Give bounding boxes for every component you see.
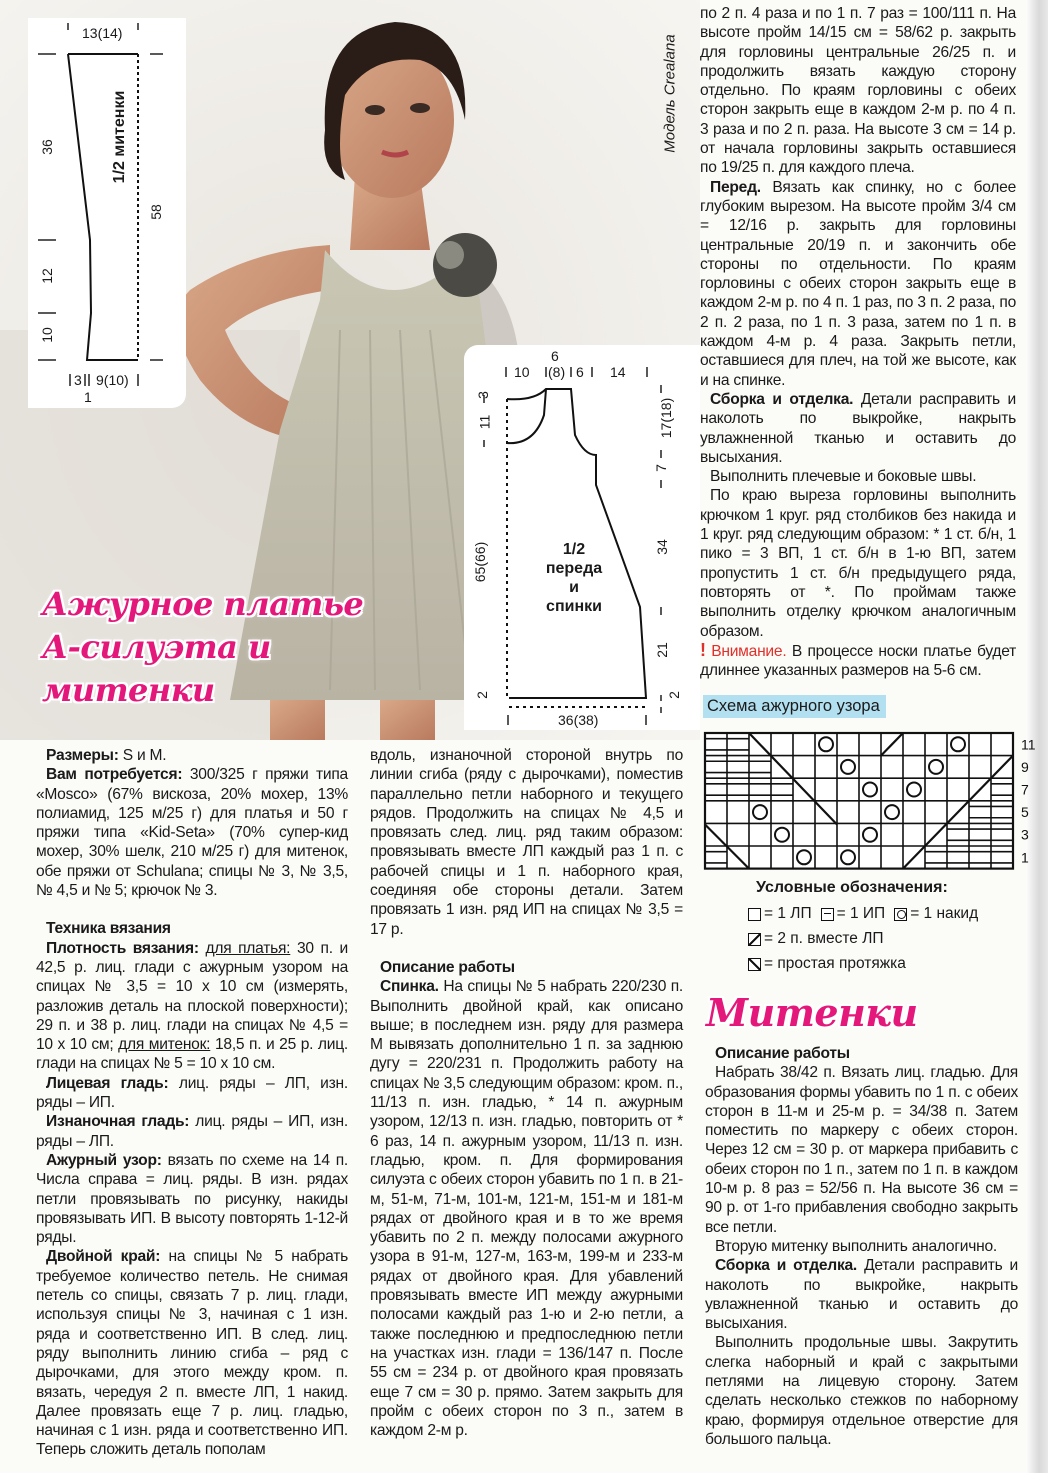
row-number-label: 9: [1021, 758, 1029, 775]
yarn-over-mark: [841, 760, 855, 774]
legend-row-3: [748, 955, 906, 973]
legend-row-1: [748, 905, 978, 923]
paragraph: [370, 746, 683, 939]
paragraph-text: Техника вязания: [46, 920, 171, 938]
dress-right-34: 34: [653, 539, 670, 555]
paragraph: [700, 390, 1016, 467]
dress-label-line: 1/2: [562, 541, 586, 558]
article-title-line-2: А-силуэта и: [42, 628, 271, 666]
paragraph-text: Вторую митенку выполнить аналогично.: [715, 1237, 997, 1255]
left-text-column: [36, 746, 348, 1460]
paragraph-lead: Сборка и отделка.: [710, 390, 854, 408]
dress-right-2: 2: [665, 691, 682, 699]
mitten-total-height: 58: [147, 204, 164, 220]
paragraph-text: вдоль, изнаночной стороной внутрь по линии сгиба (ряду с дырочками), поместив параллельно петли наборного и текущего рядов. Продолжить на спицах № 4,5 и провязать след. лиц. ряд таким образом: провязывать вместе ЛП каждый раз 1 п. с рабочей спицы и 1 п. наборного края, соединяя обе стороны детали. Затем провязать 1 изн. ряд ИП на спицах № 3,5 = 17 р.: [370, 747, 683, 938]
paragraph-text: По краю выреза горловины выполнить крючком 1 круг. ряд столбиков без накида и 1 круг. ряд следующим образом: * 1 ст. б/н, 1 пико = 3 ВП, 1 ст. б/н в 1-ю ВП, затем пропустить 1 ст. б/н предыдущего ряда, повторять от *. По проймам также выполнить отделку крючком аналогичным образом.: [700, 487, 1016, 640]
row-number-label: 1: [1021, 849, 1029, 866]
paragraph-text: 300/325 г пряжи типа «Mosco» (67% вискоза, 20% мохер, 13% полиамид, 125 м/25 г) для платья и 50 г пряжи типа «Kid-Seta» (70% супер-кид мохер, 30% шелк, 210 м/25 г) для митенок, обе пряжи от Schulana; спицы № 3, № 3,5, № 4,5 и № 5; крючок № 3.: [36, 766, 348, 900]
paragraph-text: Вязать как спинку, но с более глубоким вырезом. На высоте пройм 3/4 см = 12/16 р. закрыть для горловины центральные 20/19 п. и закончить обе стороны по отдельности. По краям горловины с обеих сторон закрыть еще в каждом 2-м р. по 4 п. 1 раз, по 3 п. 2 раза, по 2 п. 2 раза, по 1 п. 3 раза, затем по 1 п. в каждом 4-м р. 4 раза. Закрыть петли, оставшиеся для плеч, на той же высоте, как и на спинке.: [700, 178, 1016, 389]
dress-left-2: 2: [473, 691, 490, 699]
yarn-over-mark: [819, 737, 833, 751]
legend-purl: = 1 ИП: [836, 905, 886, 922]
paragraph: [700, 486, 1016, 640]
paragraph: [36, 939, 348, 1074]
paragraph-text: На спицы № 5 набрать 220/230 п. Выполнить двойной край, как описано выше; в последнем изн. ряду для размера М вывязать дополнительно 1 п. за заднюю дугу = 220/231 п. Продолжить работу на спицах № 3,5 следующим образом: кром. п., 11/13 п. изн. гладью, * 14 п. ажурным узором, 12/13 п. изн. гладью, повторить от * 6 раз, 14 п. ажурным узором, 11/13 п. изн. гладью, кром. п. Для формирования силуэта с обеих сторон убавить по 1 п. в 21-м, 51-м, 71-м, 101-м, 121-м, 151-м и 181-м рядах от двойного края и в то же время убавить по 2 п. между полосами ажурного узора в 91-м, 127-м, 163-м, 199-м и 233-м рядах от двойного края. Для убавлений провязывать вместе ИП между ажурными полосами каждый раз 1-ю и 2-ю петли, а также последнюю и предпоследнюю петли на участках изн. глади = 136/147 п. После 55 см = 234 р. от двойного края провязать еще 7 см = 30 р. прямо. Затем закрыть для пройм с обеих сторон по 3 п., затем в каждом 2-м р.: [370, 978, 683, 1440]
article-title-line-3: митенки: [42, 671, 215, 709]
paragraph: [705, 1063, 1018, 1237]
paragraph: [36, 765, 348, 900]
underlined-text: для митенок:: [118, 1036, 211, 1054]
k2tog-icon: [748, 933, 761, 946]
article-title-line-1: Ажурное платье: [42, 585, 364, 623]
section-heading: [705, 1044, 1018, 1063]
yarn-over-mark: [753, 805, 767, 819]
section-heading: [370, 958, 683, 977]
row-number-label: 11: [1021, 736, 1036, 753]
mitten-seg-bottom: 10: [38, 327, 55, 343]
dress-top-10: 10: [514, 364, 530, 380]
yarn-over-mark: [885, 805, 899, 819]
legend-row-2: [748, 930, 884, 948]
dress-top-6a: 6: [551, 348, 559, 364]
model-credit: Модель Crealana: [661, 34, 679, 153]
mitten-bottom-width: 9(10): [96, 372, 129, 388]
paragraph-text: S и M.: [118, 747, 167, 764]
paragraph-lead: Спинка.: [380, 978, 439, 996]
dress-label-line: переда: [545, 560, 603, 577]
yarn-over-icon: [894, 908, 907, 921]
dress-left-11: 11: [476, 414, 493, 430]
dress-bottom-width: 36(38): [558, 712, 599, 728]
paragraph-text: 18,5 п. и 25 р. лиц. глади на спицах № 5 = 10 x 10 см.: [36, 1036, 348, 1073]
paragraph-lead: Сборка и отделка.: [715, 1257, 858, 1275]
dress-left-total: 65(66): [472, 541, 489, 583]
paragraph-lead: Двойной край:: [46, 1248, 161, 1266]
paragraph: [36, 746, 348, 765]
dress-label-line: спинки: [546, 598, 602, 615]
paragraph-text: Выполнить продольные швы. Закрутить слегка наборный и край с закрытыми петлями на лицевую сторону. Затем сделать несколько стежков по наборному краю, формируя отдельное отверстие для большого пальца.: [705, 1334, 1018, 1448]
paragraph: [700, 467, 1016, 486]
dress-right-7: 7: [652, 464, 669, 472]
yarn-over-mark: [775, 828, 789, 842]
underlined-text: для платья:: [205, 939, 291, 957]
right-text-column: [700, 4, 1016, 680]
row-number-label: 5: [1021, 804, 1029, 821]
paragraph-text: лиц. ряды – ИП, изн. ряды – ЛП.: [36, 1113, 348, 1150]
paragraph: [705, 1256, 1018, 1333]
dress-left-3: 3: [474, 391, 491, 399]
mittens-text-column: [705, 1044, 1018, 1449]
paragraph: [700, 178, 1016, 390]
paragraph-lead: Вам потребуется:: [46, 766, 183, 784]
paragraph: [36, 1112, 348, 1151]
paragraph: [705, 1333, 1018, 1449]
yarn-over-mark: [863, 828, 877, 842]
row-number-label: 7: [1021, 781, 1029, 798]
middle-text-column: [370, 746, 683, 1440]
dress-diagram: [464, 345, 700, 730]
legend-title: Условные обозначения:: [756, 879, 948, 896]
section-heading: [36, 919, 348, 938]
legend-yarn-over: = 1 накид: [910, 905, 979, 922]
purl-stitch-icon: [821, 908, 834, 921]
paragraph-text: Детали расправить и наколоть по выкройке, накрыть увлажненной тканью и оставить до высыхания.: [705, 1257, 1018, 1333]
mitten-seg-mid: 12: [38, 268, 55, 284]
lace-pattern-chart: [700, 728, 1045, 873]
paragraph: [370, 977, 683, 1440]
paragraph-text: Выполнить плечевые и боковые швы.: [710, 468, 977, 486]
legend-k2tog: = 2 п. вместе ЛП: [764, 930, 884, 947]
paragraph-text: вязать по схеме на 14 п. Числа справа = лиц. ряды. В изн. рядах петли провязывать по рисунку, накиды провязывать ИП. В высоту повторять 1-12-й ряды.: [36, 1151, 348, 1247]
mitten-bottom-left: 3: [74, 372, 82, 388]
paragraph-lead: Изнаночная гладь:: [46, 1113, 190, 1131]
exclamation-icon: !: [700, 639, 706, 660]
paragraph-text: [199, 940, 206, 957]
dress-right-17: 17(18): [658, 397, 675, 439]
paragraph-text: 30 п. и 42,5 р. лиц. глади с ажурным узором на спицах № 3,5 = 10 x 10 см (измерять, разложив деталь на плоской поверхности); 29 п. и 38 р. лиц. глади на спицах № 4,5 = 10 x 10 см;: [36, 939, 348, 1054]
paragraph: [700, 4, 1016, 178]
dress-top-6b: 6: [576, 364, 584, 380]
paragraph-text: по 2 п. 4 раза и по 1 п. 7 раз = 100/111 п. На высоте пройм 14/15 см = 58/62 р. закрыть для горловины центральные 26/25 п. и продолжить вязать каждую сторону отдельно. По краям горловины с обеих сторон закрыть еще в каждом 2-м р. по 4 п. 3 раза и по 2 п. раза. На высоте 3 см = 14 р. от начала горловины закрыть оставшиеся по 19/25 п. для каждого плеча.: [700, 5, 1016, 177]
paragraph-lead: Лицевая гладь:: [46, 1074, 169, 1092]
yarn-over-mark: [907, 783, 921, 797]
paragraph-lead: Плотность вязания:: [46, 939, 199, 957]
knit-stitch-icon: [748, 908, 761, 921]
paragraph: [36, 1247, 348, 1459]
dress-top-8: (8): [548, 364, 566, 380]
pattern-chart-title: Схема ажурного узора: [703, 695, 886, 718]
paragraph-text: Набрать 38/42 п. Вязать лиц. гладью. Для образования формы убавить по 1 п. с обеих сторон в 11-м и 25-м р. = 34/38 п. Затем поместить по маркеру с обеих сторон. Через 12 см = 30 р. от маркера прибавить с обеих сторон по 1 п., затем по 1 п. в каждом 10-м р. 8 раз = 52/56 п. На высоте 36 см = 90 р. от 1-го прибавления свободно закрыть все петли.: [705, 1064, 1018, 1236]
paragraph-text: лиц. ряды – ЛП, изн. ряды – ИП.: [36, 1074, 348, 1112]
mitten-seg-top: 36: [38, 139, 55, 155]
paragraph: [36, 1151, 348, 1247]
paragraph: [700, 641, 1016, 681]
paragraph-lead: Ажурный узор:: [46, 1151, 162, 1169]
attention-label: Внимание.: [705, 642, 787, 660]
paragraph-text: Описание работы: [380, 958, 515, 976]
mitten-diagram: [28, 18, 186, 408]
paragraph: [36, 1074, 348, 1113]
paragraph: [705, 1237, 1018, 1256]
paragraph-text: В процессе носки платье будет длиннее указанных размеров на 5-6 см.: [700, 642, 1016, 680]
mitten-bottom-offset: 1: [84, 389, 92, 405]
paragraph-text: Детали расправить и наколоть по выкройке, накрыть увлажненной тканью и оставить до высыхания.: [700, 390, 1016, 466]
dress-label-line: и: [569, 579, 579, 596]
yarn-over-mark: [929, 760, 943, 774]
dress-label: [524, 540, 624, 616]
dress-right-21: 21: [653, 642, 670, 658]
mitten-label: 1/2 митенки: [111, 90, 128, 184]
paragraph-text: Описание работы: [715, 1045, 850, 1062]
paragraph-lead: Размеры:: [46, 747, 119, 764]
legend-skp: = простая протяжка: [764, 955, 906, 972]
yarn-over-mark: [863, 783, 877, 797]
paragraph-lead: Перед.: [710, 178, 761, 196]
yarn-over-mark: [797, 850, 811, 864]
dress-top-14: 14: [610, 364, 626, 380]
mittens-heading: Митенки: [706, 990, 918, 1035]
row-number-label: 3: [1021, 826, 1029, 843]
yarn-over-mark: [841, 850, 855, 864]
mitten-top-width: 13(14): [82, 25, 123, 41]
paragraph-text: на спицы № 5 набрать требуемое количество петель. Не снимая петель со спицы, связать 7 р. лиц. глади, используя спицы № 3, начиная с 1 изн. ряда и соответственно ИП. В след. лиц. ряду выполнить линию сгиба – ряд с дырочками, для этого между кром. п. вязать, чередуя 2 п. вместе ЛП, 1 накид. Далее провязать еще 7 р. лиц. гладью, начиная с 1 изн. ряда и соответственно ИП. Теперь сложить деталь пополам: [36, 1248, 348, 1459]
yarn-over-mark: [951, 737, 965, 751]
legend-knit: = 1 ЛП: [764, 905, 812, 922]
slip-knit-pass-icon: [748, 958, 761, 971]
